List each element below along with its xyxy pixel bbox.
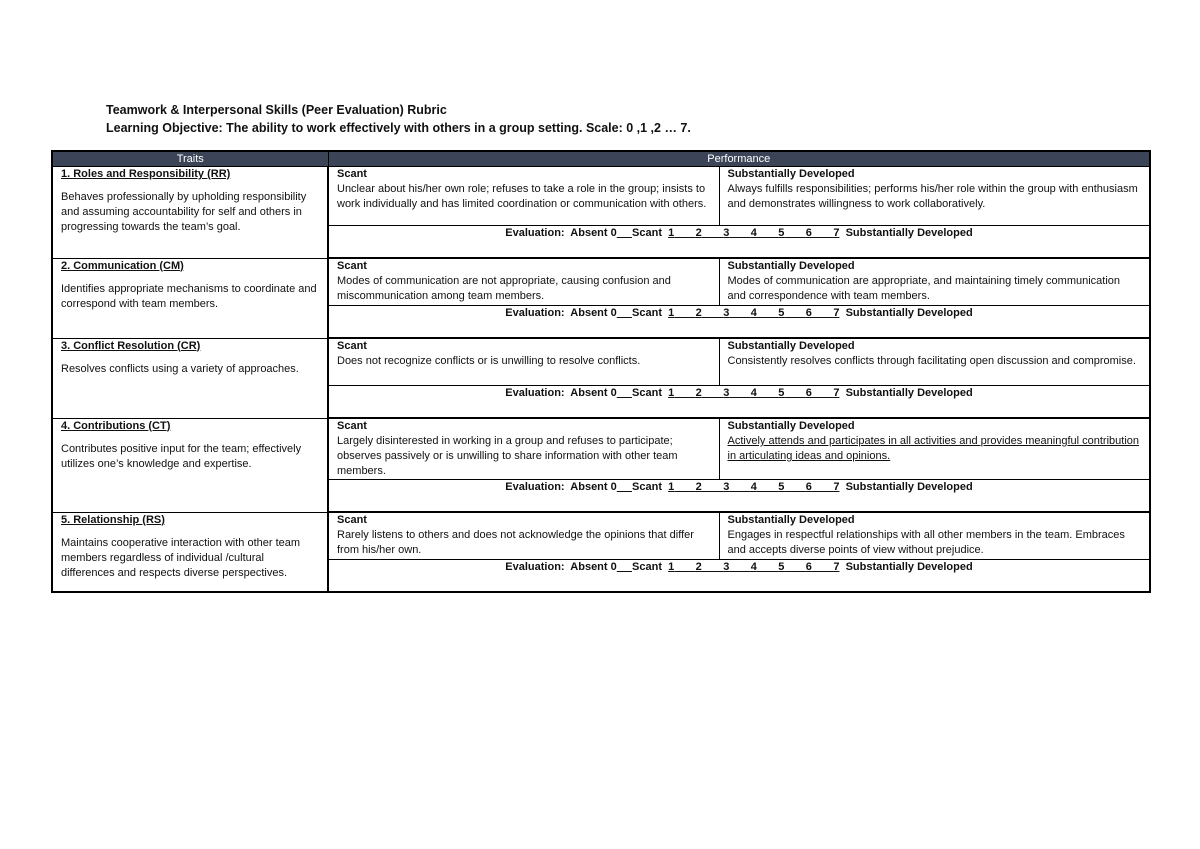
rubric-body bbox=[52, 167, 1150, 593]
scale-option[interactable]: 6 bbox=[805, 227, 812, 239]
scale-option[interactable]: 5 bbox=[778, 387, 785, 399]
scale-option[interactable]: 2 bbox=[695, 387, 702, 399]
trait-row bbox=[52, 418, 1150, 480]
evaluation-developed-label: Substantially Developed bbox=[845, 307, 973, 319]
developed-level-title: Substantially Developed bbox=[727, 260, 855, 272]
scale-option[interactable]: 2 bbox=[695, 227, 702, 239]
scale-option[interactable]: 5 bbox=[778, 481, 785, 493]
scale-option[interactable]: 2 bbox=[695, 307, 702, 319]
scale-option[interactable]: 4 bbox=[750, 227, 757, 239]
scale-option[interactable]: 6 bbox=[805, 307, 812, 319]
scale-option[interactable]: 3 bbox=[723, 561, 730, 573]
scant-cell bbox=[328, 258, 719, 306]
scale-option[interactable]: 6 bbox=[805, 481, 812, 493]
evaluation-developed-label: Substantially Developed bbox=[845, 561, 973, 573]
scant-level-title: Scant bbox=[337, 168, 367, 180]
evaluation-developed-label: Substantially Developed bbox=[845, 227, 973, 239]
scant-level-title: Scant bbox=[337, 514, 367, 526]
scant-cell bbox=[328, 512, 719, 560]
traits-header: Traits bbox=[52, 151, 328, 167]
evaluation-absent-label: Evaluation: Absent 0 bbox=[505, 561, 617, 573]
evaluation-developed-label: Substantially Developed bbox=[845, 387, 973, 399]
trait-description: Behaves professionally by upholding responsibility and assuming accountability for self and others in progressing towards the team’s goal. bbox=[61, 191, 307, 233]
scale-option[interactable]: 1 bbox=[668, 307, 675, 319]
developed-description: Actively attends and participates in all activities and provides meaningful contribution in articulating ideas and opinions. bbox=[727, 435, 1140, 462]
evaluation-cell bbox=[328, 560, 1150, 593]
trait-row bbox=[52, 167, 1150, 226]
evaluation-cell bbox=[328, 306, 1150, 339]
trait-description: Identifies appropriate mechanisms to coordinate and correspond with team members. bbox=[61, 282, 317, 310]
scant-cell bbox=[328, 338, 719, 386]
trait-description: Contributes positive input for the team; effectively utilizes one’s knowledge and expertise. bbox=[61, 442, 302, 470]
developed-description: Engages in respectful relationships with all other members in the team. Embraces and accepts diverse points of view without prejudice. bbox=[727, 529, 1125, 556]
scant-description: Modes of communication are not appropriate, causing confusion and miscommunication among team members. bbox=[337, 275, 671, 302]
trait-cell bbox=[52, 512, 328, 592]
evaluation-scant-label: Scant bbox=[632, 387, 662, 399]
scant-description: Largely disinterested in working in a group and refuses to participate; observes passively or is unwilling to share information with other team members. bbox=[337, 435, 678, 477]
scant-level-title: Scant bbox=[337, 420, 367, 432]
evaluation-cell bbox=[328, 386, 1150, 419]
scale-option[interactable]: 4 bbox=[750, 481, 757, 493]
evaluation-scant-label: Scant bbox=[632, 307, 662, 319]
trait-description: Resolves conflicts using a variety of approaches. bbox=[61, 362, 299, 375]
evaluation-absent-label: Evaluation: Absent 0 bbox=[505, 387, 617, 399]
evaluation-developed-label: Substantially Developed bbox=[845, 481, 973, 493]
trait-row bbox=[52, 512, 1150, 560]
trait-name: 1. Roles and Responsibility (RR) bbox=[61, 168, 231, 180]
scale-option[interactable]: 6 bbox=[805, 387, 812, 399]
developed-level-title: Substantially Developed bbox=[727, 420, 855, 432]
scale-option[interactable]: 3 bbox=[723, 481, 730, 493]
scale-option[interactable]: 7 bbox=[833, 387, 840, 399]
trait-cell bbox=[52, 338, 328, 418]
developed-description: Always fulfills responsibilities; performs his/her role within the group with enthusiasm and demonstrates willingness to work collaboratively. bbox=[727, 183, 1138, 210]
evaluation-scant-label: Scant bbox=[632, 227, 662, 239]
scale-option[interactable]: 7 bbox=[833, 481, 840, 493]
scale-option[interactable]: 7 bbox=[833, 307, 840, 319]
scale-option[interactable]: 1 bbox=[668, 227, 675, 239]
developed-cell bbox=[719, 418, 1150, 480]
scale-option[interactable]: 5 bbox=[778, 227, 785, 239]
trait-description: Maintains cooperative interaction with other team members regardless of individual /cultural differences and respects diverse perspectives. bbox=[61, 536, 301, 579]
scant-description: Unclear about his/her own role; refuses to take a role in the group; insists to work individually and has limited coordination or communication with others. bbox=[337, 183, 707, 210]
developed-level-title: Substantially Developed bbox=[727, 168, 855, 180]
scant-level-title: Scant bbox=[337, 340, 367, 352]
evaluation-cell bbox=[328, 226, 1150, 259]
developed-description: Consistently resolves conflicts through facilitating open discussion and compromise. bbox=[727, 355, 1136, 367]
developed-cell bbox=[719, 512, 1150, 560]
scale-option[interactable]: 2 bbox=[695, 561, 702, 573]
evaluation-scant-label: Scant bbox=[632, 481, 662, 493]
scant-description: Does not recognize conflicts or is unwilling to resolve conflicts. bbox=[337, 355, 641, 367]
scale-option[interactable]: 3 bbox=[723, 307, 730, 319]
learning-objective: Learning Objective: The ability to work effectively with others in a group setting. Scale: 0 ,1 ,2 … 7. bbox=[106, 121, 691, 135]
trait-name: 5. Relationship (RS) bbox=[61, 513, 165, 526]
scant-cell bbox=[328, 418, 719, 480]
scale-option[interactable]: 4 bbox=[750, 561, 757, 573]
trait-cell bbox=[52, 258, 328, 338]
scale-option[interactable]: 3 bbox=[723, 387, 730, 399]
scale-option[interactable]: 3 bbox=[723, 227, 730, 239]
scale-option[interactable]: 7 bbox=[833, 561, 840, 573]
document-title: Teamwork & Interpersonal Skills (Peer Evaluation) Rubric bbox=[106, 103, 447, 117]
scale-option[interactable]: 7 bbox=[833, 227, 840, 239]
scale-option[interactable]: 1 bbox=[668, 387, 675, 399]
scale-option[interactable]: 5 bbox=[778, 561, 785, 573]
scale-option[interactable]: 2 bbox=[695, 481, 702, 493]
scant-description: Rarely listens to others and does not acknowledge the opinions that differ from his/her own. bbox=[337, 529, 694, 556]
header-row bbox=[52, 151, 1150, 167]
scant-cell bbox=[328, 167, 719, 226]
evaluation-cell bbox=[328, 480, 1150, 513]
rubric-table bbox=[51, 150, 1151, 593]
developed-level-title: Substantially Developed bbox=[727, 514, 855, 526]
trait-name: 4. Contributions (CT) bbox=[61, 419, 171, 432]
trait-cell bbox=[52, 167, 328, 259]
developed-cell bbox=[719, 167, 1150, 226]
trait-row bbox=[52, 258, 1150, 306]
developed-level-title: Substantially Developed bbox=[727, 340, 855, 352]
trait-cell bbox=[52, 418, 328, 512]
performance-header: Performance bbox=[328, 151, 1150, 167]
scale-option[interactable]: 5 bbox=[778, 307, 785, 319]
evaluation-scant-label: Scant bbox=[632, 561, 662, 573]
evaluation-absent-label: Evaluation: Absent 0 bbox=[505, 307, 617, 319]
scale-option[interactable]: 1 bbox=[668, 481, 675, 493]
trait-row bbox=[52, 338, 1150, 386]
trait-name: 2. Communication (CM) bbox=[61, 259, 184, 272]
evaluation-absent-label: Evaluation: Absent 0 bbox=[505, 481, 617, 493]
trait-name: 3. Conflict Resolution (CR) bbox=[61, 339, 201, 352]
scale-option[interactable]: 4 bbox=[750, 387, 757, 399]
scale-option[interactable]: 6 bbox=[805, 561, 812, 573]
developed-cell bbox=[719, 258, 1150, 306]
evaluation-absent-label: Evaluation: Absent 0 bbox=[505, 227, 617, 239]
scant-level-title: Scant bbox=[337, 260, 367, 272]
developed-description: Modes of communication are appropriate, and maintaining timely communication and correspondence with team members. bbox=[727, 275, 1121, 302]
scale-option[interactable]: 4 bbox=[750, 307, 757, 319]
developed-cell bbox=[719, 338, 1150, 386]
scale-option[interactable]: 1 bbox=[668, 561, 675, 573]
